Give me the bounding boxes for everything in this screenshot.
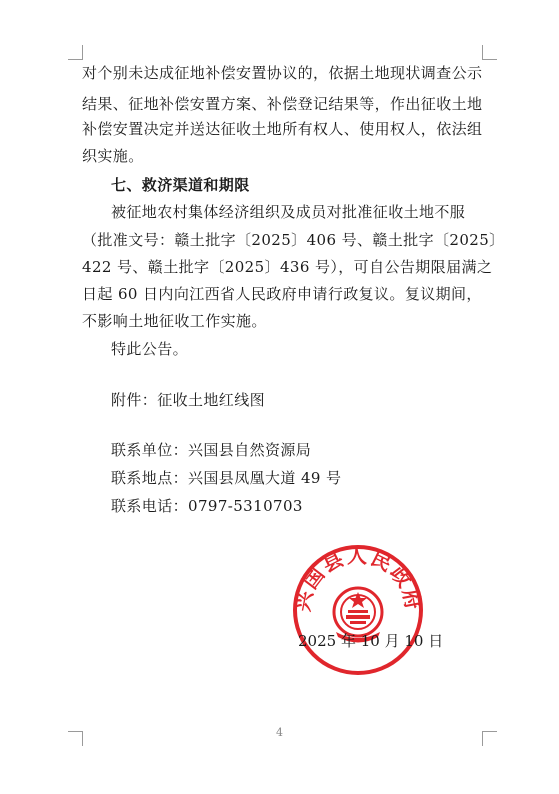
paragraph-line: （批准文号：赣土批字〔2025〕406 号、赣土批字〔2025〕 (82, 231, 505, 249)
paragraph-line: 被征地农村集体经济组织及成员对批准征收土地不服 (111, 203, 466, 221)
attachment-line: 附件：征收土地红线图 (111, 391, 266, 409)
official-seal (288, 540, 428, 680)
signature-date: 2025 年 10 月 10 日 (298, 632, 444, 650)
crop-mark-top-left (68, 45, 83, 60)
contact-unit: 联系单位：兴国县自然资源局 (111, 441, 312, 459)
paragraph-line: 结果、征地补偿安置方案、补偿登记结果等，作出征收土地 (82, 95, 483, 113)
paragraph-line: 对个别未达成征地补偿安置协议的，依据土地现状调查公示 (82, 64, 483, 82)
svg-text:兴国县人民政府: 兴国县人民政府 (290, 543, 426, 614)
paragraph-line: 422 号、赣土批字〔2025〕436 号），可自公告期限届满之 (82, 258, 493, 276)
paragraph-line: 补偿安置决定并送达征收土地所有权人、使用权人，依法组 (82, 120, 483, 138)
paragraph-line: 日起 60 日内向江西省人民政府申请行政复议。复议期间， (82, 285, 482, 303)
section-heading: 七、救济渠道和期限 (111, 176, 250, 194)
contact-phone: 联系电话：0797-5310703 (111, 497, 303, 515)
paragraph-line: 织实施。 (82, 147, 144, 165)
contact-address: 联系地点：兴国县凤凰大道 49 号 (111, 469, 342, 487)
crop-mark-top-right (482, 45, 497, 60)
special-notice: 特此公告。 (111, 340, 189, 358)
paragraph-line: 不影响土地征收工作实施。 (82, 312, 267, 330)
page-number: 4 (276, 726, 283, 739)
